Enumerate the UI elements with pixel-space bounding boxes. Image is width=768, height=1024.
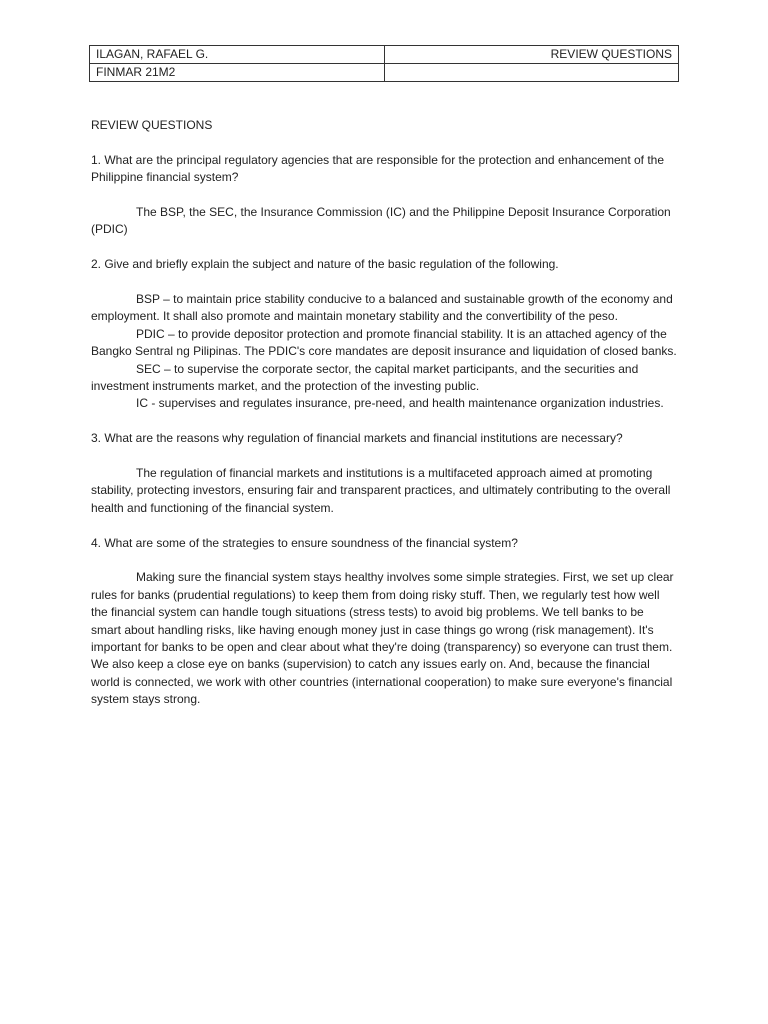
- question-2: 2. Give and briefly explain the subject and nature of the basic regulation of the following.: [91, 257, 559, 272]
- header-table: [89, 45, 679, 82]
- question-3: 3. What are the reasons why regulation of financial markets and financial institutions are necessary?: [91, 431, 623, 446]
- document-body: [91, 117, 677, 709]
- answer-3: The regulation of financial markets and institutions is a multifaceted approach aimed at promoting stability, protecting investors, ensuring fair and transparent practices, and ultimately contributing to the overall health and functioning of the financial system.: [91, 466, 671, 515]
- answer-4: Making sure the financial system stays healthy involves some simple strategies. First, we set up clear rules for banks (prudential regulations) to keep them from doing risky stuff. Then, we regularly test how well the financial system can handle tough situations (stress tests) to avoid big problems. We tell banks to be smart about handling risks, like having enough money just in case things go wrong (risk management). It's important for banks to be open and clear about what they're doing (transparency) so everyone can trust them. We also keep a close eye on banks (supervision) to catch any issues early on. And, because the financial world is connected, we work with other countries (international cooperation) to make sure everyone's financial system stays strong.: [91, 570, 674, 707]
- answer-2-sec: SEC – to supervise the corporate sector, the capital market participants, and the securities and investment instruments market, and the protection of the investing public.: [91, 361, 639, 394]
- answer-2-ic: IC - supervises and regulates insurance, pre-need, and health maintenance organization industries.: [136, 396, 664, 411]
- question-4: 4. What are some of the strategies to ensure soundness of the financial system?: [91, 535, 518, 550]
- section-title: REVIEW QUESTIONS: [91, 118, 213, 132]
- answer-1: The BSP, the SEC, the Insurance Commission (IC) and the Philippine Deposit Insurance Corporation (PDIC): [91, 205, 671, 237]
- course-code: FINMAR 21M2: [90, 64, 385, 82]
- header-row-1: [90, 46, 679, 64]
- empty-cell: [384, 64, 679, 82]
- question-1: 1. What are the principal regulatory agencies that are responsible for the protection and enhancement of the Philippine financial system?: [91, 152, 665, 185]
- answer-2-bsp: BSP – to maintain price stability conducive to a balanced and sustainable growth of the economy and employment. It shall also promote and maintain monetary stability and the convertibility of the peso.: [91, 292, 673, 324]
- document-type: REVIEW QUESTIONS: [384, 46, 679, 64]
- header-row-2: [90, 64, 679, 82]
- student-name: ILAGAN, RAFAEL G.: [90, 46, 385, 64]
- answer-2-pdic: PDIC – to provide depositor protection and promote financial stability. It is an attached agency of the Bangko Sentral ng Pilipinas. The PDIC's core mandates are deposit insurance and liquidation of closed banks.: [91, 326, 677, 359]
